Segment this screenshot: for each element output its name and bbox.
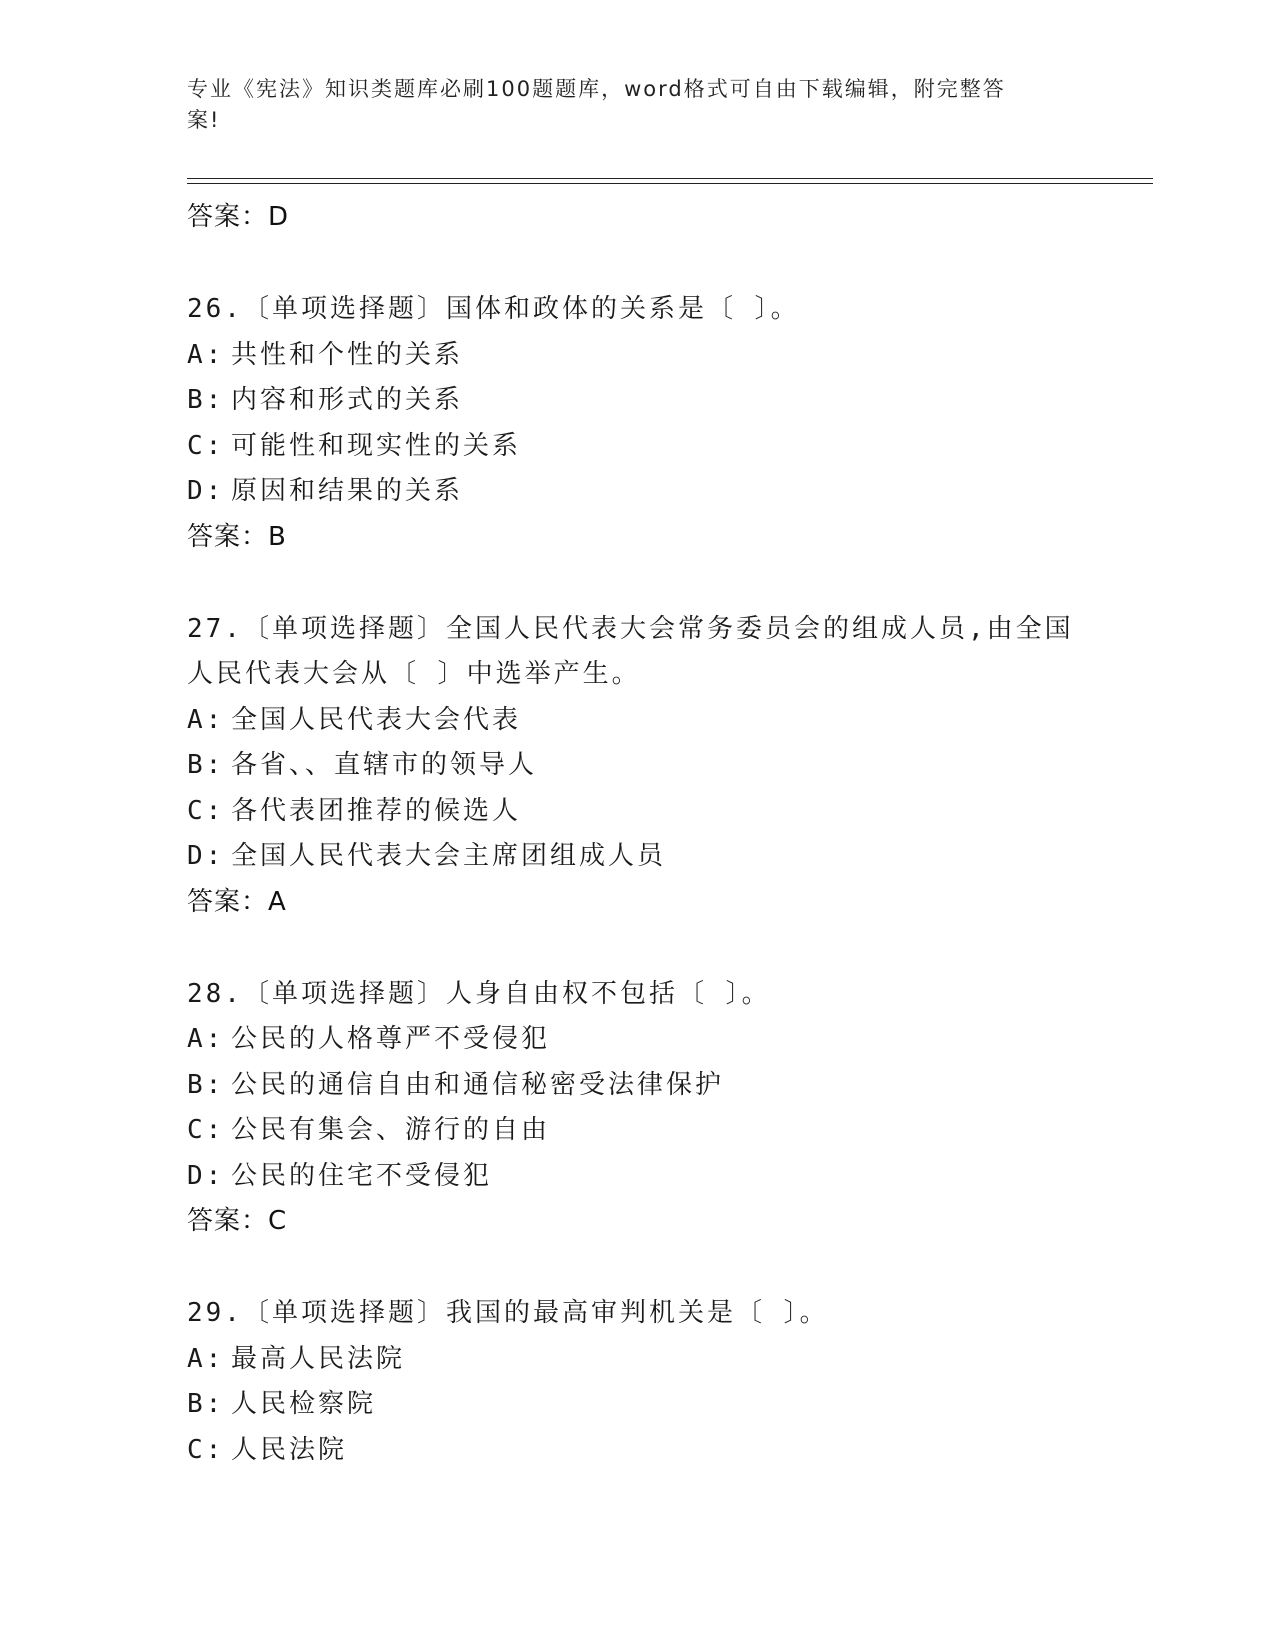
answer-value: D [268, 202, 290, 232]
option-c [187, 1108, 1087, 1154]
answer-line [187, 195, 1087, 240]
option-a [187, 1337, 1087, 1383]
question-26 [187, 287, 1087, 560]
option-c [187, 789, 1087, 835]
option-b [187, 1382, 1087, 1428]
option-label: C: [187, 430, 225, 461]
answer-line [187, 880, 1087, 925]
option-label: A: [187, 339, 225, 370]
option-label: B: [187, 1069, 225, 1100]
option-text: 共性和个性的关系 [231, 339, 464, 370]
option-label: D: [187, 476, 225, 506]
question-stem: 26.〔单项选择题〕国体和政体的关系是〔 〕。 [187, 294, 800, 324]
option-b [187, 378, 1087, 424]
question-stem: 29.〔单项选择题〕我国的最高审判机关是〔 〕。 [187, 1298, 829, 1328]
option-text: 可能性和现实性的关系 [231, 430, 522, 461]
header-divider-bottom [187, 183, 1153, 184]
document-header [187, 74, 1067, 136]
option-text: 人民法院 [231, 1434, 348, 1465]
question-stem: 28.〔单项选择题〕人身自由权不包括〔 〕。 [187, 978, 771, 1009]
option-text: 全国人民代表大会主席团组成人员 [231, 841, 667, 871]
option-d [187, 834, 1087, 880]
answer-label: 答案： [187, 1206, 269, 1236]
option-label: A: [187, 1024, 225, 1054]
option-text: 内容和形式的关系 [231, 385, 464, 415]
option-label: C: [187, 1434, 225, 1465]
option-text: 公民有集会、游行的自由 [231, 1115, 551, 1145]
option-label: B: [187, 1389, 225, 1419]
answer-line [187, 515, 1087, 560]
answer-label: 答案： [187, 202, 269, 232]
option-label: D: [187, 1160, 225, 1191]
option-text: 各代表团推荐的候选人 [231, 795, 522, 826]
option-text: 人民检察院 [231, 1389, 377, 1419]
answer-value: B [268, 521, 287, 552]
option-c [187, 424, 1087, 470]
option-c [187, 1428, 1087, 1474]
option-label: B: [187, 750, 225, 780]
option-text: 公民的住宅不受侵犯 [231, 1160, 493, 1191]
option-text: 原因和结果的关系 [231, 476, 464, 506]
option-a [187, 698, 1087, 744]
option-text: 全国人民代表大会代表 [231, 704, 522, 735]
question-27 [187, 607, 1087, 925]
option-text: 公民的通信自由和通信秘密受法律保护 [231, 1069, 725, 1100]
option-label: D: [187, 841, 225, 871]
option-a [187, 1017, 1087, 1063]
option-text: 公民的人格尊严不受侵犯 [231, 1024, 551, 1054]
answer-value: A [268, 886, 287, 917]
option-label: A: [187, 1343, 225, 1374]
option-d [187, 1154, 1087, 1200]
question-29 [187, 1291, 1087, 1473]
question-list [187, 195, 1087, 1473]
question-stem: 27.〔单项选择题〕全国人民代表大会常务委员会的组成人员,由全国 [187, 613, 1074, 644]
option-b [187, 1063, 1087, 1109]
answer-line [187, 1199, 1087, 1244]
option-d [187, 469, 1087, 515]
option-text: 各省、、直辖市的领导人 [231, 750, 538, 780]
option-b [187, 743, 1087, 789]
header-divider-top [187, 178, 1153, 179]
question-stem-continued: 人民代表大会从〔 〕中选举产生。 [187, 659, 641, 689]
answer-label: 答案： [187, 521, 269, 552]
header-line-1: 专业《宪法》知识类题库必刷100题题库，word格式可自由下载编辑，附完整答 [187, 77, 1006, 101]
header-line-2: 案! [187, 108, 221, 132]
option-label: B: [187, 385, 225, 415]
option-text: 最高人民法院 [231, 1343, 406, 1374]
option-label: C: [187, 1115, 225, 1145]
option-label: A: [187, 704, 225, 735]
option-label: C: [187, 795, 225, 826]
option-a [187, 333, 1087, 379]
answer-value: C [268, 1206, 288, 1236]
answer-label: 答案： [187, 886, 269, 917]
question-28 [187, 972, 1087, 1245]
